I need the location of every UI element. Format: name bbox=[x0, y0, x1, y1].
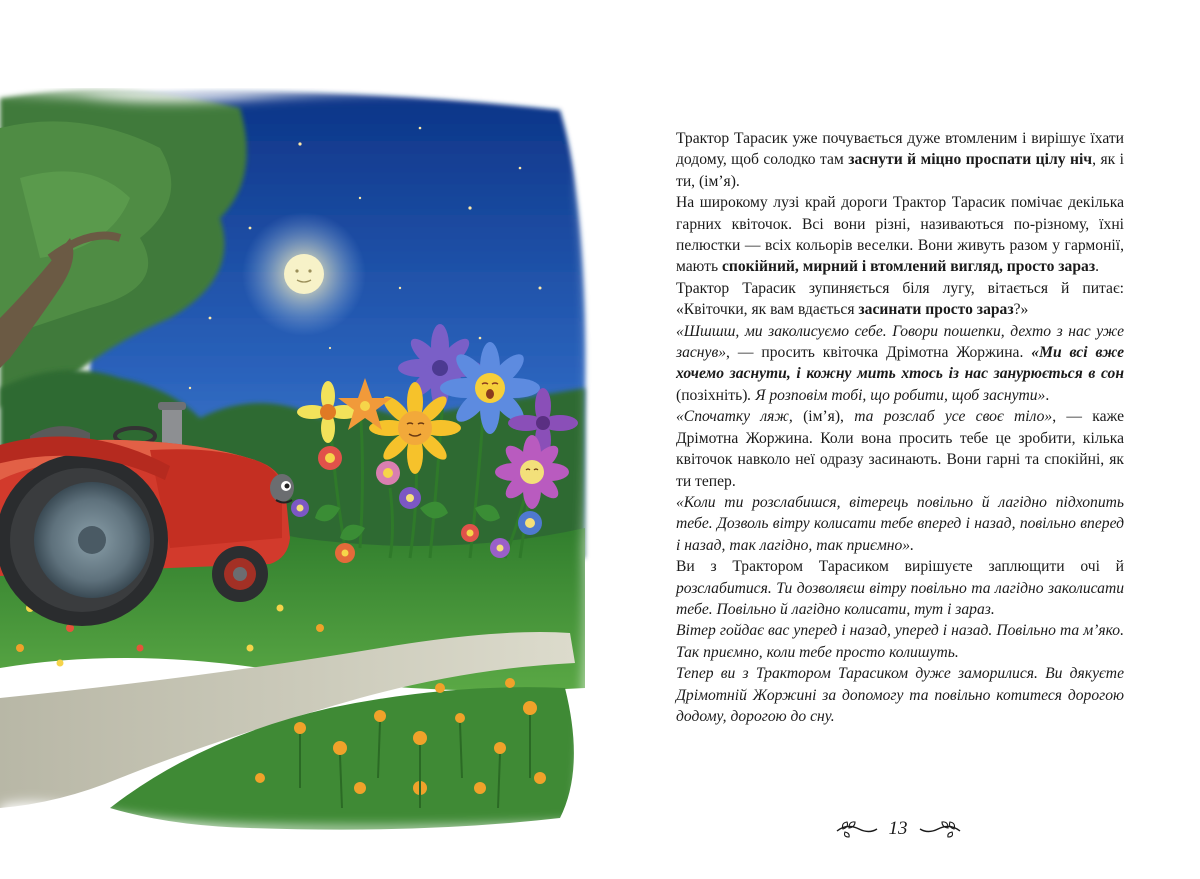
bold-italic-text: «Ми всі вже хочемо заснути, і кожну мить хтось із нас занурюється в сон bbox=[676, 344, 1124, 383]
italic-text: «Шшшш, ми заколисуємо себе. Говори пошепки, дехто з нас уже заснув» bbox=[676, 322, 1124, 362]
bold-text: спокійний, мирний і втомлений вигляд, просто зараз bbox=[721, 258, 1096, 276]
flower-pink-small bbox=[376, 461, 400, 485]
flower-violet-small bbox=[399, 487, 421, 509]
text-span: . bbox=[1045, 386, 1050, 404]
italic-text: та розслаб усе своє тіло» bbox=[854, 408, 1053, 426]
italic-text: Вітер гойдає вас уперед і назад, уперед і назад. Повільно та м’яко. Так приємно, коли тебе просто колишуть. bbox=[676, 622, 1124, 661]
text-span: (позіхніть) bbox=[676, 386, 748, 404]
paragraph-6 bbox=[676, 492, 1124, 556]
text-span: , — каже Дрімотна Жоржина. Коли вона просить тебе це зробити, кілька квіточок навколо неї одразу засинають. Вони гарні та спокійні, як ти тепер. bbox=[676, 408, 1124, 490]
text-span: Ви з Трактором Тарасиком вирішуєте заплющити очі й bbox=[676, 558, 1124, 576]
bold-text: засинати просто зараз bbox=[858, 301, 1014, 319]
text-span: Трактор Тарасик зупиняється біля лугу, вітається й питає: «Квіточки, як вам вдається bbox=[676, 279, 1124, 319]
text-span: , — просить квіточка Дрімотна Жоржина. bbox=[726, 344, 1032, 362]
paragraph-2 bbox=[676, 192, 1124, 278]
leaf-ornament-right-icon bbox=[918, 819, 962, 839]
moon bbox=[284, 254, 324, 294]
page-footer bbox=[828, 812, 968, 846]
illustration-tractor-flowers bbox=[0, 88, 592, 834]
italic-text: Тепер ви з Трактором Тарасиком дуже заморилися. Ви дякуєте Дрімотній Жоржині за допомогу та повільно котитеся дорогою додому, дорогою до сну. bbox=[676, 665, 1124, 725]
illustration-svg bbox=[0, 88, 592, 834]
paragraph-1 bbox=[676, 128, 1124, 192]
flower-red-left bbox=[318, 446, 342, 470]
italic-text: «Спочатку ляж, bbox=[676, 408, 793, 426]
text-span: На широкому лузі край дороги Трактор Тарасик помічає декілька гарних квіточок. Всі вони різні, називаються по-різному, їхні пелюстки — всіх кольорів веселки. Вони живуть разом у гармонії, мають bbox=[676, 194, 1124, 276]
story-text bbox=[676, 128, 1124, 727]
bold-text: заснути й міцно проспати цілу ніч bbox=[848, 151, 1093, 169]
paragraph-3 bbox=[676, 278, 1124, 321]
flower-blue-small bbox=[518, 511, 542, 535]
leaf-ornament-left-icon bbox=[835, 819, 879, 839]
text-span: (ім’я), bbox=[792, 408, 855, 426]
text-span: , як і ти, (ім’я). bbox=[676, 151, 1125, 190]
text-span: Трактор Тарасик уже почувається дуже втомленим і вирішує їхати додому, щоб солодко там bbox=[676, 130, 1124, 169]
paragraph-9 bbox=[676, 663, 1124, 727]
paragraph-4 bbox=[676, 321, 1124, 407]
paragraph-8 bbox=[676, 620, 1124, 663]
text-span: . bbox=[1095, 258, 1099, 276]
italic-text: «Коли ти розслабишся, вітерець повільно й лагідно підхопить тебе. Дозволь вітру колисати тебе вперед і назад, повільно вперед і назад, так лагідно, так приємно». bbox=[676, 493, 1124, 554]
paragraph-5 bbox=[676, 406, 1124, 492]
page-number: 13 bbox=[888, 818, 908, 839]
paragraph-7 bbox=[676, 556, 1124, 620]
italic-text: розслабитися. Ти дозволяєш вітру повільно та лагідно заколисати тебе. Повільно й лагідно колисати, тут і зараз. bbox=[676, 579, 1124, 618]
italic-text: . Я розповім тобі, що робити, щоб заснути» bbox=[747, 386, 1046, 404]
text-span: ?» bbox=[1013, 301, 1029, 319]
